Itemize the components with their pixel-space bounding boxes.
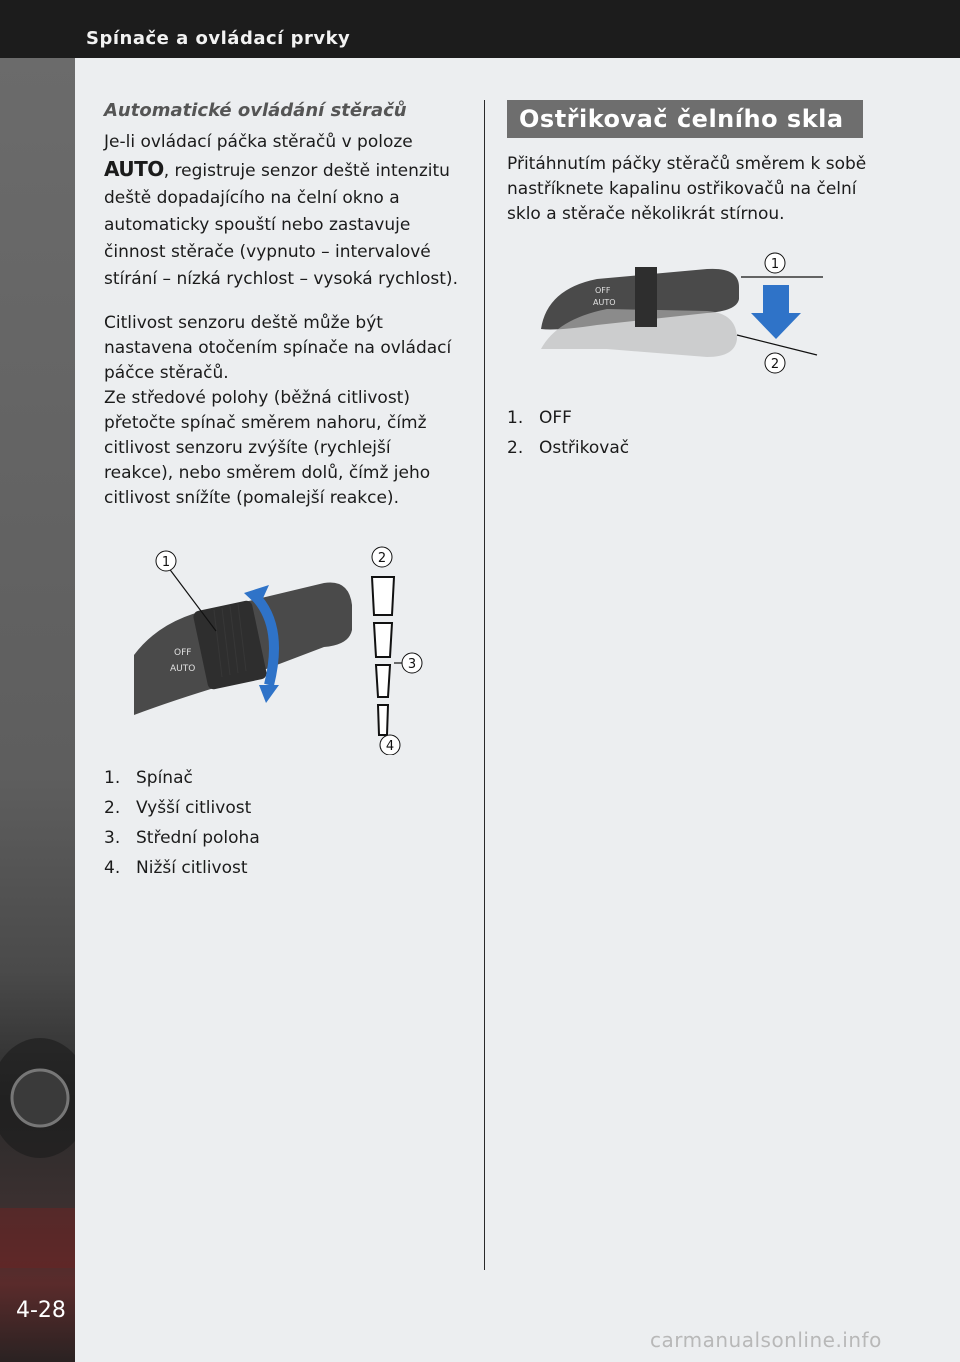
label-auto: AUTO <box>593 298 616 307</box>
auto-position-icon: AUTO <box>104 157 164 181</box>
list-item: 4. Nižší citlivost <box>104 858 248 878</box>
callout-1: 1 <box>770 257 780 272</box>
header-bar <box>0 0 960 58</box>
list-item: 3. Střední poloha <box>104 828 260 848</box>
sidebar-photo-strip <box>0 58 75 1362</box>
list-item: 2. Ostřikovač <box>507 438 630 458</box>
watermark: carmanualsonline.info <box>650 1328 882 1352</box>
callout-4: 4 <box>385 739 395 754</box>
subheading: Automatické ovládání stěračů <box>104 100 407 121</box>
washer-paragraph: Přitáhnutím páčky stěračů směrem k sobě nastříknete kapalinu ostřikovačů na čelní sklo a stěrače několikrát stírnou. <box>507 154 867 224</box>
list-item: 1. OFF <box>507 408 572 428</box>
list-item: 2. Vyšší citlivost <box>104 798 252 818</box>
right-column <box>507 100 867 463</box>
down-arrow-icon <box>751 285 801 339</box>
sensitivity-instructions: Ze středové polohy (běžná citlivost) přetočte spínač směrem nahoru, čímž citlivost senzoru zvýšíte (rychlejší reakce), nebo směrem dolů, čímž jeho citlivost snížíte (pomalejší reakce). <box>104 388 431 508</box>
callout-1: 1 <box>161 555 171 570</box>
label-off: OFF <box>174 648 192 658</box>
left-column <box>104 100 464 883</box>
figure-legend-right <box>507 403 867 463</box>
auto-paragraph <box>104 129 464 293</box>
column-divider <box>484 100 485 1270</box>
list-item: 1. Spínač <box>104 768 193 788</box>
section-heading: Ostřikovač čelního skla <box>507 100 863 138</box>
label-auto: AUTO <box>170 664 196 674</box>
callout-3: 3 <box>407 657 417 672</box>
sensitivity-paragraph: Citlivost senzoru deště může být nastavena otočením spínače na ovládací páčce stěračů. <box>104 313 452 383</box>
label-off: OFF <box>595 286 611 295</box>
figure-legend-left <box>104 763 464 883</box>
callout-2: 2 <box>377 551 387 566</box>
para-text: Je-li ovládací páčka stěračů v poloze <box>104 132 413 152</box>
washer-figure <box>507 249 827 389</box>
interior-photo <box>0 58 75 1362</box>
page-number: 4-28 <box>16 1298 66 1323</box>
wiper-switch-figure <box>104 535 424 755</box>
callout-2: 2 <box>770 357 780 372</box>
para-text: , registruje senzor deště intenzitu deště dopadajícího na čelní okno a automaticky spouští nebo zastavuje činnost stěrače (vypnuto – intervalové stírání – nízká rychlost – vysoká rychlost). <box>104 161 458 289</box>
section-title: Spínače a ovládací prvky <box>86 28 351 49</box>
